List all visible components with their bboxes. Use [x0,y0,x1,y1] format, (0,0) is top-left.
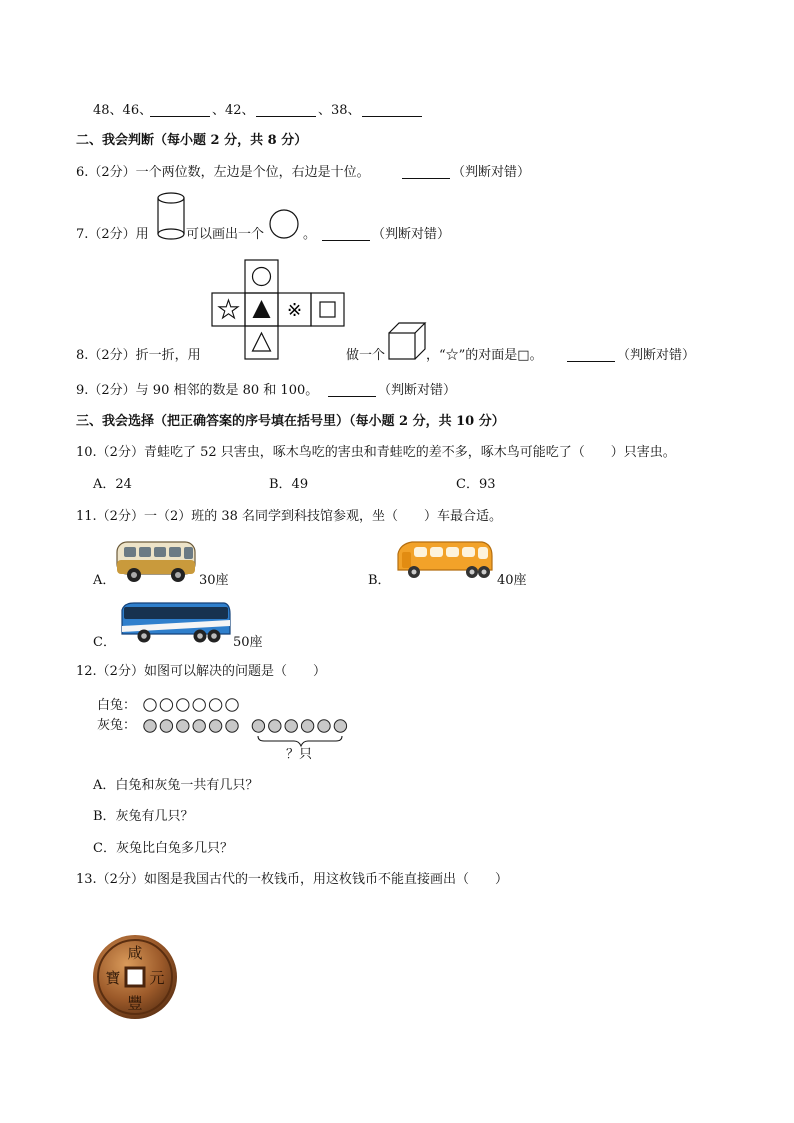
q6-hint: （判断对错） [452,165,531,180]
net-hollow-triangle-face [253,333,271,351]
q6-text: 6.（2分）一个两位数，左边是个位，右边是十位。 [76,165,370,180]
coin-char-bottom: 豐 [127,994,143,1012]
gray-rabbit-circle [177,720,189,732]
q7-text-pre: 7.（2分）用 [76,227,149,242]
q5-blank-3[interactable] [362,104,422,117]
gray-rabbit-circle [193,720,205,732]
cube-net [212,260,344,360]
q5-sequence-mid: 、42、 [212,103,255,118]
white-rabbit-circle [144,699,156,711]
q6-answer-blank[interactable] [402,166,450,179]
q9-text: 9.（2分）与 90 相邻的数是 80 和 100。 [76,383,319,398]
gray-rabbit-row [144,720,347,732]
rabbit-comparison-diagram [140,694,350,764]
q5-sequence-end: 、38、 [318,103,361,118]
net-filled-triangle-face [253,300,271,318]
q9-answer-blank[interactable] [328,384,376,397]
white-rabbit-row [144,699,238,711]
gray-rabbit-circle [269,720,281,732]
q7-answer-blank[interactable] [322,228,370,241]
white-rabbit-circle [177,699,189,711]
q10-option-c[interactable]: C．93 [456,477,496,492]
bus-b-icon[interactable] [394,538,496,582]
circle-icon [268,208,300,240]
q8-text-pre: 8.（2分）折一折，用 [76,348,201,363]
q10-text: 10.（2分）青蛙吃了 52 只害虫，啄木鸟吃的害虫和青蛙吃的差不多，啄木鸟可能吃了（ ）只害虫。 [76,445,676,460]
brace-label: ？只 [286,747,313,762]
q12-text: 12.（2分）如图可以解决的问题是（ ） [76,664,326,679]
gray-rabbit-circle [252,720,264,732]
q8-text-post: ，“☆”的对面是□。 [426,348,543,363]
cube-icon [388,322,428,362]
q7-text-end: 。 [303,227,317,242]
white-rabbit-circle [226,699,238,711]
q11-option-b-seats: 40座 [497,573,527,588]
q13-text: 13.（2分）如图是我国古代的一枚钱币，用这枚钱币不能直接画出（ ） [76,872,508,887]
coin-char-top: 咸 [127,944,143,962]
section-3-title: 三、我会选择（把正确答案的序号填在括号里）（每小题 2 分，共 10 分） [76,414,505,429]
gray-rabbit-circle [318,720,330,732]
gray-rabbit-circle [209,720,221,732]
net-circle-face [253,268,271,286]
bus-a-icon[interactable] [114,538,198,584]
q5-blank-1[interactable] [150,104,210,117]
q9-hint: （判断对错） [378,383,457,398]
white-rabbit-circle [160,699,172,711]
q12-option-a[interactable]: A．白兔和灰兔一共有几只？ [93,778,259,793]
q8-answer-blank[interactable] [567,349,615,362]
coin-char-left: 寶 [105,969,121,987]
q11-text: 11.（2分）一（2）班的 38 名同学到科技馆参观，坐（ ）车最合适。 [76,509,503,524]
coin-char-right: 元 [149,969,165,987]
q7-text-mid: 可以画出一个 [186,227,265,242]
gray-rabbit-circle [301,720,313,732]
cylinder-icon [156,192,188,242]
cube-net-drawing [212,260,344,360]
q7-hint: （判断对错） [372,227,451,242]
difference-brace [258,736,342,746]
q12-option-b[interactable]: B．灰兔有几只？ [93,809,194,824]
q8-text-mid: 做一个 [346,348,386,363]
q5-sequence-start: 48、46、 [93,103,153,118]
q11-option-b-label[interactable]: B． [368,573,391,588]
bus-c-icon[interactable] [118,600,234,646]
ancient-coin-icon [92,934,178,1020]
white-rabbit-label: 白兔： [97,698,137,713]
q11-option-c-label[interactable]: C． [93,635,116,650]
q11-option-a-label[interactable]: A． [93,573,116,588]
gray-rabbit-circle [160,720,172,732]
white-rabbit-circle [193,699,205,711]
q11-option-c-seats: 50座 [233,635,263,650]
gray-rabbit-circle [144,720,156,732]
gray-rabbit-label: 灰兔： [97,718,137,733]
net-square-face [320,302,335,317]
net-mark-face: ※ [286,300,303,321]
q10-option-a[interactable]: A．24 [93,477,132,492]
q12-option-c[interactable]: C．灰兔比白兔多几只？ [93,841,233,856]
gray-rabbit-circle [285,720,297,732]
gray-rabbit-circle [226,720,238,732]
white-rabbit-circle [209,699,221,711]
q10-option-b[interactable]: B．49 [269,477,309,492]
section-2-title: 二、我会判断（每小题 2 分，共 8 分） [76,133,308,148]
net-star-face [219,300,238,318]
gray-rabbit-circle [334,720,346,732]
q5-blank-2[interactable] [256,104,316,117]
q11-option-a-seats: 30座 [199,573,229,588]
q8-hint: （判断对错） [617,348,696,363]
